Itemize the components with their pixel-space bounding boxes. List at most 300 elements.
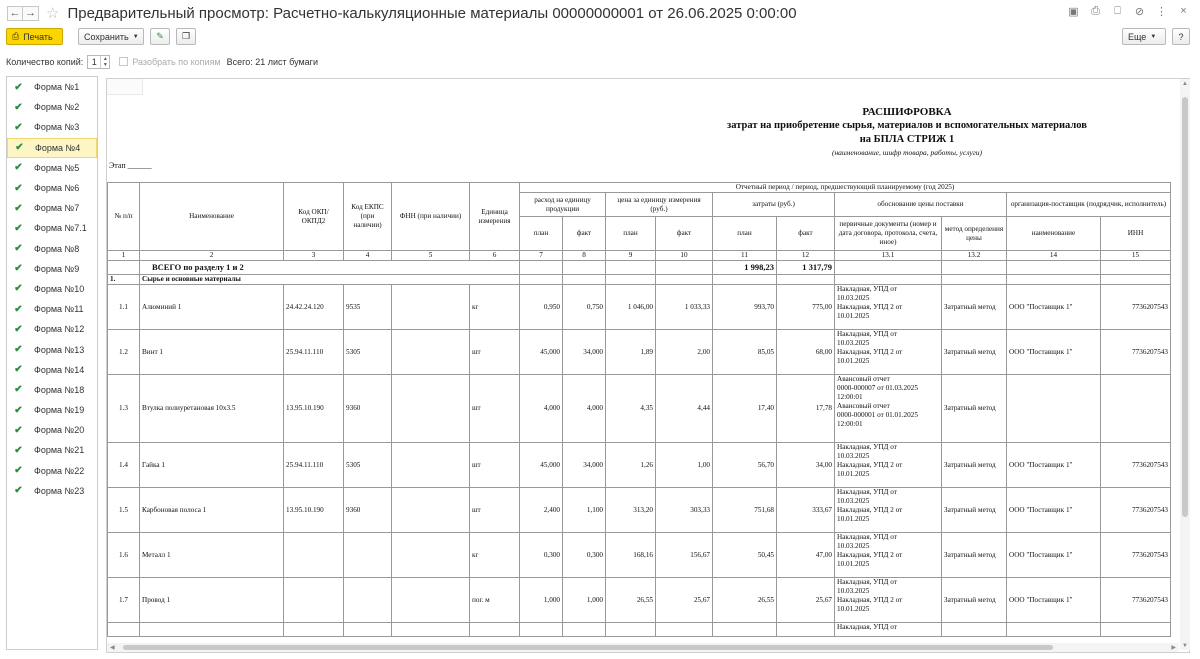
heading-product: на БПЛА СТРИЖ 1 (859, 134, 955, 145)
price-fact: 156,67 (656, 533, 713, 578)
unit-cell: шт (470, 488, 520, 533)
save-button[interactable]: Сохранить ▼ (78, 28, 144, 45)
price-plan: 313,20 (606, 488, 656, 533)
form-item[interactable] (7, 299, 97, 319)
back-button[interactable]: ← (7, 6, 23, 21)
print-icon[interactable]: ⎙ (1091, 5, 1100, 17)
doc-line: 12:00:01 (837, 393, 863, 401)
row-number: 1.5 (108, 488, 140, 533)
okp-code (284, 533, 344, 578)
price-plan (606, 623, 656, 637)
form-item[interactable] (7, 218, 97, 238)
total-plan: 1 998,23 (713, 261, 777, 275)
form-item-label: Форма №8 (34, 243, 80, 254)
doc-line: Накладная, УПД от (837, 285, 897, 293)
price-plan: 4,35 (606, 375, 656, 443)
form-item-label: Форма №20 (34, 425, 85, 436)
inn-cell (1101, 623, 1171, 637)
cost-fact: 34,00 (777, 443, 835, 488)
chevron-down-icon: ▼ (132, 33, 139, 40)
row-number: 1.6 (108, 533, 140, 578)
col-header-supplier-name: наименование (1007, 217, 1101, 251)
preview-icon[interactable]: ⎕ (1114, 5, 1121, 17)
column-number: 8 (563, 251, 606, 261)
item-name: Втулка полиуретановая 10х3.5 (140, 375, 284, 443)
document-preview[interactable] (106, 78, 1190, 653)
form-item-label: Форма №21 (34, 445, 85, 456)
row-number: 1.4 (108, 443, 140, 488)
total-row (108, 261, 1171, 275)
column-number: 5 (392, 251, 470, 261)
checkmark-icon[interactable]: ✔ (14, 283, 23, 295)
section-row (108, 275, 1171, 285)
column-number: 11 (713, 251, 777, 261)
item-name: Карбоновая полоса 1 (140, 488, 284, 533)
rate-plan: 4,000 (520, 375, 563, 443)
doc-line: Накладная, УПД 2 от (837, 596, 903, 604)
cost-fact: 68,00 (777, 330, 835, 375)
section-number: 1. (108, 275, 140, 285)
ekps-code: 9360 (344, 488, 392, 533)
price-fact: 25,67 (656, 578, 713, 623)
col-header-basis: обоснование цены поставки (835, 193, 1007, 217)
method-cell: Затратный метод (942, 533, 1007, 578)
cost-plan (713, 623, 777, 637)
rate-plan: 45,000 (520, 443, 563, 488)
form-item-label: Форма №2 (34, 102, 80, 113)
column-number: 10 (656, 251, 713, 261)
checkmark-icon[interactable]: ✔ (14, 101, 23, 113)
rate-plan (520, 623, 563, 637)
doc-line: 10.01.2025 (837, 357, 870, 365)
form-item[interactable] (7, 77, 97, 97)
doc-line: Накладная, УПД от (837, 330, 897, 338)
form-item[interactable] (7, 239, 97, 259)
doc-line: 10.01.2025 (837, 560, 870, 568)
form-item-label: Форма №5 (34, 162, 80, 173)
form-item[interactable] (7, 420, 97, 440)
forward-button[interactable]: → (23, 6, 39, 21)
scroll-left-icon[interactable]: ◀ (110, 645, 115, 651)
doc-line: Накладная, УПД от (837, 488, 897, 496)
doc-line: Накладная, УПД от (837, 443, 897, 451)
checkmark-icon[interactable]: ✔ (14, 222, 23, 234)
checkmark-icon[interactable]: ✔ (14, 485, 23, 497)
heading-subtitle: затрат на приобретение сырья, материалов и вспомогательных материалов (727, 120, 1087, 131)
doc-line: 10.03.2025 (837, 542, 870, 550)
docs-cell (835, 578, 942, 623)
method-cell: Затратный метод (942, 375, 1007, 443)
column-number: 6 (470, 251, 520, 261)
doc-line: 10.03.2025 (837, 339, 870, 347)
more-icon[interactable]: ⋮ (1156, 6, 1167, 18)
table-row (108, 443, 1171, 488)
doc-line: 12:00:01 (837, 420, 863, 428)
table-row (108, 375, 1171, 443)
unit-cell: шт (470, 375, 520, 443)
more-button[interactable]: Еще ▼ (1122, 28, 1166, 45)
doc-line: 10.01.2025 (837, 470, 870, 478)
okp-code (284, 623, 344, 637)
ekps-code: 9535 (344, 285, 392, 330)
price-fact: 2,00 (656, 330, 713, 375)
rate-plan: 45,000 (520, 330, 563, 375)
vertical-scrollbar[interactable] (1180, 79, 1190, 650)
price-plan: 1 046,00 (606, 285, 656, 330)
item-name: Винт 1 (140, 330, 284, 375)
print-button[interactable]: ⎙ Печать (6, 28, 63, 45)
link-icon[interactable]: ⊘ (1134, 6, 1145, 18)
checkmark-icon[interactable]: ✔ (14, 81, 23, 93)
col-header-unit: Единица измерения (470, 183, 520, 251)
form-item[interactable] (7, 117, 97, 137)
cost-plan: 85,05 (713, 330, 777, 375)
table-row (108, 285, 1171, 330)
form-item[interactable] (7, 461, 97, 481)
doc-line: Авансовый отчет (837, 402, 890, 410)
col-header-cost-plan: план (713, 217, 777, 251)
method-cell: Затратный метод (942, 488, 1007, 533)
checkmark-icon[interactable]: ✔ (14, 303, 23, 315)
col-header-rate-plan: план (520, 217, 563, 251)
checkmark-icon[interactable]: ✔ (14, 424, 23, 436)
item-name: Металл 1 (140, 533, 284, 578)
checkmark-icon[interactable]: ✔ (14, 162, 23, 174)
checkmark-icon[interactable]: ✔ (14, 384, 23, 396)
checkmark-icon[interactable]: ✔ (14, 202, 23, 214)
doc-line: Накладная, УПД 2 от (837, 506, 903, 514)
ekps-code: 5305 (344, 330, 392, 375)
checkmark-icon[interactable]: ✔ (14, 364, 23, 376)
col-header-n: № п/п (108, 183, 140, 251)
doc-line: 0000-000001 от 01.01.2025 (837, 411, 918, 419)
column-number: 13.1 (835, 251, 942, 261)
fnn-cell (392, 488, 470, 533)
column-number: 12 (777, 251, 835, 261)
form-item[interactable] (7, 178, 97, 198)
unit-cell: шт (470, 330, 520, 375)
rate-fact: 0,750 (563, 285, 606, 330)
price-plan: 26,55 (606, 578, 656, 623)
docs-cell (835, 375, 942, 443)
inn-cell: 7736207543 (1101, 533, 1171, 578)
col-header-inn: ИНН (1101, 217, 1171, 251)
checkmark-icon[interactable]: ✔ (15, 142, 24, 154)
scroll-down-icon[interactable]: ▼ (1182, 643, 1188, 649)
col-header-price: цена за единицу измерения (руб.) (606, 193, 713, 217)
docs-cell (835, 285, 942, 330)
supplier-cell: ООО "Поставщик 1" (1007, 330, 1101, 375)
heading-title: РАСШИФРОВКА (862, 106, 952, 118)
column-numbers-row (108, 251, 1171, 261)
okp-code: 25.94.11.110 (284, 330, 344, 375)
heading-note: (наименование, шифр товара, работы, услуги) (831, 148, 983, 157)
table-row (108, 330, 1171, 375)
docs-cell (835, 533, 942, 578)
row-number: 1.2 (108, 330, 140, 375)
ekps-code (344, 578, 392, 623)
form-item[interactable] (7, 400, 97, 420)
fnn-cell (392, 578, 470, 623)
ekps-code (344, 623, 392, 637)
doc-line: Накладная, УПД от (837, 533, 897, 541)
fnn-cell (392, 623, 470, 637)
rate-fact: 1,100 (563, 488, 606, 533)
doc-line: 10.03.2025 (837, 294, 870, 302)
scroll-up-icon[interactable]: ▲ (1182, 81, 1188, 87)
supplier-cell (1007, 375, 1101, 443)
printer-icon: ⎙ (12, 31, 20, 41)
unit-cell: пог. м (470, 578, 520, 623)
fnn-cell (392, 443, 470, 488)
total-sheets: Всего: 21 лист бумаги (226, 56, 318, 67)
save-icon[interactable]: ▣ (1068, 6, 1079, 18)
copies-value[interactable]: 1 (91, 56, 97, 67)
doc-line: 10.03.2025 (837, 587, 870, 595)
cost-plan: 751,68 (713, 488, 777, 533)
okp-code: 13.95.10.190 (284, 375, 344, 443)
copies-stepper[interactable] (87, 55, 110, 69)
column-number: 1 (108, 251, 140, 261)
inn-cell: 7736207543 (1101, 330, 1171, 375)
supplier-cell: ООО "Поставщик 1" (1007, 488, 1101, 533)
method-cell: Затратный метод (942, 330, 1007, 375)
cost-plan: 50,45 (713, 533, 777, 578)
split-copies-checkbox[interactable] (119, 57, 128, 66)
copy-icon: ❐ (181, 31, 191, 41)
rate-fact (563, 623, 606, 637)
checkmark-icon[interactable]: ✔ (14, 323, 23, 335)
form-item-label: Форма №7.1 (34, 223, 87, 234)
item-name: Алюминий 1 (140, 285, 284, 330)
rate-plan: 1,000 (520, 578, 563, 623)
split-copies-label: Разобрать по копиям (132, 56, 221, 67)
rate-plan: 0,300 (520, 533, 563, 578)
okp-code: 25.94.11.110 (284, 443, 344, 488)
chevron-down-icon: ▼ (1150, 33, 1157, 40)
rate-fact: 0,300 (563, 533, 606, 578)
form-item[interactable] (7, 138, 97, 158)
doc-line: Накладная, УПД 2 от (837, 348, 903, 356)
rate-plan: 0,950 (520, 285, 563, 330)
col-header-method: метод определения цены (942, 217, 1007, 251)
form-item[interactable] (7, 198, 97, 218)
doc-line: Накладная, УПД 2 от (837, 461, 903, 469)
okp-code: 13.95.10.190 (284, 488, 344, 533)
row-number: 1.3 (108, 375, 140, 443)
col-header-docs: первичные документы (номер и дата договора, протокола, счета, иное) (835, 217, 942, 251)
form-item[interactable] (7, 158, 97, 178)
cost-fact: 775,00 (777, 285, 835, 330)
form-item-label: Форма №6 (34, 183, 80, 194)
fnn-cell (392, 533, 470, 578)
form-item[interactable] (7, 339, 97, 359)
help-button[interactable]: ? (1172, 28, 1190, 45)
docs-cell (835, 443, 942, 488)
forms-list (6, 76, 98, 650)
column-number: 2 (140, 251, 284, 261)
unit-cell: шт (470, 443, 520, 488)
doc-line: 10.03.2025 (837, 497, 870, 505)
rate-fact: 4,000 (563, 375, 606, 443)
col-header-cost: затраты (руб.) (713, 193, 835, 217)
table-row (108, 533, 1171, 578)
form-item-label: Форма №3 (34, 122, 80, 133)
cost-plan: 993,70 (713, 285, 777, 330)
stepper-arrows-icon[interactable]: ▲ ▼ (100, 56, 109, 68)
etap-label: Этап ______ (109, 161, 152, 170)
method-cell (942, 623, 1007, 637)
ekps-code: 9360 (344, 375, 392, 443)
supplier-cell: ООО "Поставщик 1" (1007, 443, 1101, 488)
cost-fact: 17,78 (777, 375, 835, 443)
row-number: 1.1 (108, 285, 140, 330)
form-item-label: Форма №19 (34, 405, 85, 416)
toolbar (0, 26, 1200, 48)
doc-line: 10.01.2025 (837, 312, 870, 320)
cost-fact (777, 623, 835, 637)
cost-plan: 26,55 (713, 578, 777, 623)
column-number: 15 (1101, 251, 1171, 261)
section-label: Сырье и основные материалы (140, 275, 520, 285)
column-number: 7 (520, 251, 563, 261)
checkmark-icon[interactable]: ✔ (14, 465, 23, 477)
form-item[interactable] (7, 481, 97, 501)
column-number: 4 (344, 251, 392, 261)
inn-cell: 7736207543 (1101, 443, 1171, 488)
ekps-code: 5305 (344, 443, 392, 488)
inn-cell: 7736207543 (1101, 578, 1171, 623)
form-item-label: Форма №10 (34, 283, 85, 294)
copies-bar (0, 54, 318, 69)
supplier-cell: ООО "Поставщик 1" (1007, 578, 1101, 623)
fnn-cell (392, 330, 470, 375)
rate-fact: 34,000 (563, 443, 606, 488)
okp-code (284, 578, 344, 623)
table-row (108, 623, 1171, 637)
checkmark-icon[interactable]: ✔ (14, 182, 23, 194)
ekps-code (344, 533, 392, 578)
inn-cell (1101, 375, 1171, 443)
row-number: 1.7 (108, 578, 140, 623)
price-fact: 1,00 (656, 443, 713, 488)
horizontal-scrollbar[interactable] (107, 643, 1179, 652)
copies-label: Количество копий: (6, 56, 84, 67)
doc-line: Накладная, УПД от (837, 578, 897, 586)
checkmark-icon[interactable]: ✔ (14, 243, 23, 255)
method-cell: Затратный метод (942, 285, 1007, 330)
form-item[interactable] (7, 360, 97, 380)
unit-cell: кг (470, 285, 520, 330)
form-item-label: Форма №18 (34, 384, 85, 395)
column-number: 13.2 (942, 251, 1007, 261)
form-item[interactable] (7, 259, 97, 279)
rate-plan: 2,400 (520, 488, 563, 533)
form-item[interactable] (7, 97, 97, 117)
total-fact: 1 317,79 (777, 261, 835, 275)
docs-cell (835, 330, 942, 375)
form-item-label: Форма №9 (34, 263, 80, 274)
cost-fact: 25,67 (777, 578, 835, 623)
doc-line: Накладная, УПД от (837, 623, 897, 631)
price-plan: 1,89 (606, 330, 656, 375)
supplier-cell (1007, 623, 1101, 637)
form-item-label: Форма №14 (34, 364, 85, 375)
docs-cell (835, 488, 942, 533)
checkmark-icon[interactable]: ✔ (14, 404, 23, 416)
column-number: 14 (1007, 251, 1101, 261)
checkmark-icon[interactable]: ✔ (14, 121, 23, 133)
form-item-label: Форма №4 (35, 142, 81, 153)
form-item[interactable] (7, 380, 97, 400)
column-number: 9 (606, 251, 656, 261)
horizontal-scroll-thumb[interactable] (123, 645, 1053, 650)
edit-button[interactable] (150, 28, 170, 45)
edit-icon: ✎ (156, 31, 164, 41)
price-plan: 168,16 (606, 533, 656, 578)
col-header-price-fact: факт (656, 217, 713, 251)
form-item[interactable] (7, 440, 97, 460)
table-row (108, 578, 1171, 623)
doc-line: 10.03.2025 (837, 452, 870, 460)
doc-line: Накладная, УПД 2 от (837, 551, 903, 559)
unit-cell (470, 623, 520, 637)
total-label: ВСЕГО по разделу 1 и 2 (140, 261, 520, 275)
col-header-okp: Код ОКП/ ОКПД2 (284, 183, 344, 251)
scroll-right-icon[interactable]: ▶ (1171, 645, 1176, 651)
fnn-cell (392, 375, 470, 443)
checkmark-icon[interactable]: ✔ (14, 444, 23, 456)
item-name (140, 623, 284, 637)
document-heading (627, 105, 1187, 159)
vertical-scroll-thumb[interactable] (1182, 97, 1188, 517)
price-fact: 1 033,33 (656, 285, 713, 330)
doc-line: Накладная, УПД 2 от (837, 303, 903, 311)
copy-button[interactable] (176, 28, 196, 45)
col-header-ekps: Код ЕКПС (при наличии) (344, 183, 392, 251)
form-item-label: Форма №7 (34, 203, 80, 214)
doc-line: Авансовый отчет (837, 375, 890, 383)
cost-fact: 333,67 (777, 488, 835, 533)
checkmark-icon[interactable]: ✔ (14, 344, 23, 356)
docs-cell (835, 623, 942, 637)
doc-line: 10.01.2025 (837, 605, 870, 613)
rate-fact: 1,000 (563, 578, 606, 623)
form-item[interactable] (7, 279, 97, 299)
cost-fact: 47,00 (777, 533, 835, 578)
form-item-label: Форма №12 (34, 324, 85, 335)
form-item-label: Форма №11 (34, 304, 84, 315)
cost-plan: 17,40 (713, 375, 777, 443)
col-header-rate: расход на единицу продукции (520, 193, 606, 217)
checkmark-icon[interactable]: ✔ (14, 263, 23, 275)
close-icon[interactable]: × (1180, 5, 1187, 17)
price-fact (656, 623, 713, 637)
doc-line: 10.01.2025 (837, 515, 870, 523)
okp-code: 24.42.24.120 (284, 285, 344, 330)
favorite-star-icon[interactable]: ☆ (46, 4, 60, 22)
supplier-cell: ООО "Поставщик 1" (1007, 285, 1101, 330)
method-cell: Затратный метод (942, 578, 1007, 623)
rate-fact: 34,000 (563, 330, 606, 375)
form-item-label: Форма №1 (34, 82, 80, 93)
row-number (108, 623, 140, 637)
form-item[interactable] (7, 319, 97, 339)
fnn-cell (392, 285, 470, 330)
inn-cell: 7736207543 (1101, 285, 1171, 330)
form-item-label: Форма №13 (34, 344, 85, 355)
col-header-fnn: ФНН (при наличии) (392, 183, 470, 251)
